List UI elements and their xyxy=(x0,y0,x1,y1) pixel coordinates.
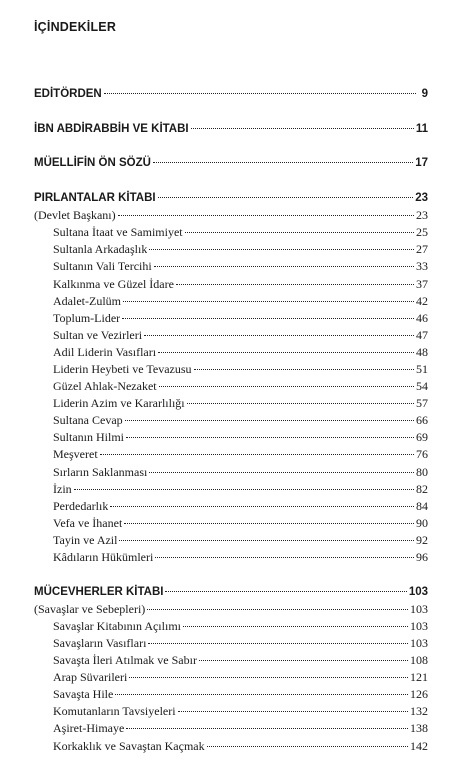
toc-entry[interactable] xyxy=(34,190,428,207)
dot-leader xyxy=(183,626,408,627)
toc-entry[interactable] xyxy=(34,549,428,566)
dot-leader xyxy=(110,506,414,507)
toc-entry[interactable] xyxy=(34,276,428,293)
toc-entry-page-number: 9 xyxy=(421,88,428,100)
toc-entry-page-number: 46 xyxy=(416,310,428,325)
toc-entry[interactable] xyxy=(34,344,428,361)
toc-entry-page-number: 23 xyxy=(416,208,428,223)
toc-entry[interactable] xyxy=(34,258,428,275)
toc-entry[interactable] xyxy=(34,361,428,378)
toc-entry-title: Perdedarlık xyxy=(53,498,109,513)
dot-leader xyxy=(115,694,408,695)
toc-entry-page-number: 92 xyxy=(416,532,428,547)
toc-entry-page-number: 103 xyxy=(410,618,428,633)
dot-leader xyxy=(123,301,414,302)
dot-leader xyxy=(147,609,408,610)
toc-entry[interactable] xyxy=(34,241,428,258)
toc-entry[interactable] xyxy=(34,669,428,686)
dot-leader xyxy=(153,162,413,163)
toc-entry-page-number: 42 xyxy=(416,293,428,308)
toc-entry-title: MÜELLİFİN ÖN SÖZÜ xyxy=(34,157,151,170)
dot-leader xyxy=(124,523,414,524)
dot-leader xyxy=(125,420,414,421)
toc-entry[interactable] xyxy=(34,155,428,172)
toc-entry-title: PIRLANTALAR KİTABI xyxy=(34,192,156,205)
toc-entry[interactable] xyxy=(34,618,428,635)
toc-entry-page-number: 66 xyxy=(416,413,428,428)
toc-entry-page-number: 17 xyxy=(415,157,428,170)
toc-entry-page-number: 23 xyxy=(415,192,428,205)
toc-entry-title: İzin xyxy=(53,481,72,496)
dot-leader xyxy=(129,677,408,678)
toc-entry-title: Savaşların Vasıfları xyxy=(53,636,147,650)
toc-entry-title: Sırların Saklanması xyxy=(53,464,148,479)
toc-entry-title: Sultanın Vali Tercihi xyxy=(53,259,152,274)
dot-leader xyxy=(122,318,414,319)
toc-entry[interactable] xyxy=(34,395,428,412)
toc-entry-page-number: 90 xyxy=(416,515,428,530)
toc-entry-page-number: 96 xyxy=(416,550,428,565)
table-of-contents xyxy=(34,86,428,755)
toc-entry[interactable] xyxy=(34,464,428,481)
toc-entry[interactable] xyxy=(34,703,428,720)
toc-entry-page-number: 27 xyxy=(416,242,428,257)
toc-entry[interactable] xyxy=(34,635,428,652)
toc-entry-title: Sultana İtaat ve Samimiyet xyxy=(53,225,183,240)
page-title: İÇİNDEKİLER xyxy=(34,20,117,34)
dot-leader xyxy=(74,489,414,490)
toc-entry-page-number: 54 xyxy=(416,379,428,394)
toc-entry-title: Vefa ve İhanet xyxy=(53,515,123,530)
toc-entry-page-number: 103 xyxy=(410,636,428,650)
toc-entry-title: Sultanla Arkadaşlık xyxy=(53,242,148,257)
dot-leader xyxy=(100,454,414,455)
toc-entry-title: Sultana Cevap xyxy=(53,413,123,428)
toc-entry-title: EDİTÖRDEN xyxy=(34,88,102,100)
dot-leader xyxy=(118,215,414,216)
toc-entry[interactable] xyxy=(34,327,428,344)
toc-entry-title: MÜCEVHERLER KİTABI xyxy=(34,585,164,598)
toc-entry[interactable] xyxy=(34,121,428,138)
toc-entry-page-number: 48 xyxy=(416,344,428,359)
toc-entry[interactable] xyxy=(34,652,428,669)
toc-entry[interactable] xyxy=(34,86,428,103)
toc-entry-title: İBN ABDİRABBİH VE KİTABI xyxy=(34,122,189,135)
toc-entry-page-number: 108 xyxy=(410,653,428,668)
dot-leader xyxy=(207,746,408,747)
toc-entry[interactable] xyxy=(34,293,428,310)
toc-entry-page-number: 47 xyxy=(416,327,428,342)
toc-entry[interactable] xyxy=(34,498,428,515)
toc-entry[interactable] xyxy=(34,720,428,737)
toc-entry[interactable] xyxy=(34,481,428,498)
toc-entry-title: Tayin ve Azil xyxy=(53,532,118,547)
toc-entry-page-number: 11 xyxy=(415,122,428,135)
toc-entry[interactable] xyxy=(34,738,428,755)
toc-entry-title: Güzel Ahlak-Nezaket xyxy=(53,379,157,394)
dot-leader xyxy=(199,660,408,661)
dot-leader xyxy=(165,591,406,592)
toc-entry-title: Savaşta Hile xyxy=(53,687,114,702)
dot-leader xyxy=(119,540,414,541)
dot-leader xyxy=(185,232,414,233)
toc-entry-title: Toplum-Lider xyxy=(53,310,121,325)
toc-entry-title: Kalkınma ve Güzel İdare xyxy=(53,276,174,291)
toc-entry-page-number: 82 xyxy=(416,481,428,496)
toc-entry-page-number: 25 xyxy=(416,225,428,240)
toc-entry-page-number: 37 xyxy=(416,276,428,291)
dot-leader xyxy=(178,711,408,712)
toc-entry[interactable] xyxy=(34,207,428,224)
dot-leader xyxy=(194,369,414,370)
dot-leader xyxy=(187,403,414,404)
toc-entry-page-number: 138 xyxy=(410,721,428,736)
dot-leader xyxy=(126,437,414,438)
toc-entry-title: Adalet-Zulüm xyxy=(53,293,121,308)
toc-entry-title: Liderin Azim ve Kararlılığı xyxy=(53,396,185,411)
toc-entry[interactable] xyxy=(34,532,428,549)
dot-leader xyxy=(144,335,414,336)
toc-entry-title: Kâdıların Hükümleri xyxy=(53,550,154,565)
toc-entry[interactable] xyxy=(34,224,428,241)
toc-entry[interactable] xyxy=(34,601,428,618)
dot-leader xyxy=(148,643,408,644)
dot-leader xyxy=(159,386,414,387)
toc-entry-title: Liderin Heybeti ve Tevazusu xyxy=(53,362,192,376)
toc-entry-page-number: 80 xyxy=(416,464,428,479)
section-spacer xyxy=(34,138,428,156)
section-spacer xyxy=(34,566,428,584)
dot-leader xyxy=(149,472,414,473)
dot-leader xyxy=(176,284,414,285)
toc-entry-title: Savaşlar Kitabının Açılımı xyxy=(53,618,181,633)
toc-entry-title: Savaşta İleri Atılmak ve Sabır xyxy=(53,653,197,668)
toc-entry-page-number: 57 xyxy=(416,396,428,411)
dot-leader xyxy=(104,93,416,94)
toc-entry-page-number: 103 xyxy=(410,601,428,616)
dot-leader xyxy=(126,728,408,729)
toc-entry[interactable] xyxy=(34,378,428,395)
toc-entry[interactable] xyxy=(34,412,428,429)
toc-entry-page-number: 103 xyxy=(408,585,428,598)
dot-leader xyxy=(155,557,414,558)
toc-entry[interactable] xyxy=(34,686,428,703)
toc-entry-title: Adil Liderin Vasıfları xyxy=(53,344,157,359)
toc-entry-title: Arap Süvarileri xyxy=(53,670,128,685)
dot-leader xyxy=(191,128,414,129)
toc-entry-page-number: 126 xyxy=(410,687,428,702)
toc-entry-title: Meşveret xyxy=(53,447,98,462)
toc-entry-page-number: 69 xyxy=(416,430,428,445)
toc-entry-page-number: 76 xyxy=(416,447,428,462)
section-spacer xyxy=(34,172,428,190)
dot-leader xyxy=(149,249,414,250)
toc-entry[interactable] xyxy=(34,429,428,446)
toc-entry-title: Sultan ve Vezirleri xyxy=(53,327,143,342)
dot-leader xyxy=(158,352,414,353)
toc-entry-title: Korkaklık ve Savaştan Kaçmak xyxy=(53,738,205,753)
toc-entry-title: Sultanın Hilmi xyxy=(53,430,125,445)
toc-entry-title: (Devlet Başkanı) xyxy=(34,208,116,223)
section-spacer xyxy=(34,103,428,121)
dot-leader xyxy=(154,266,414,267)
toc-entry[interactable] xyxy=(34,515,428,532)
toc-entry-page-number: 132 xyxy=(410,704,428,719)
toc-entry[interactable] xyxy=(34,584,428,601)
toc-entry-page-number: 51 xyxy=(416,362,428,376)
toc-entry-page-number: 33 xyxy=(416,259,428,274)
toc-entry-title: (Savaşlar ve Sebepleri) xyxy=(34,601,146,616)
toc-entry-page-number: 121 xyxy=(410,670,428,685)
toc-entry-page-number: 142 xyxy=(410,738,428,753)
toc-entry-page-number: 84 xyxy=(416,498,428,513)
toc-entry-title: Komutanların Tavsiyeleri xyxy=(53,704,176,719)
toc-entry-title: Aşiret-Himaye xyxy=(53,721,125,736)
toc-entry[interactable] xyxy=(34,446,428,463)
toc-entry[interactable] xyxy=(34,310,428,327)
dot-leader xyxy=(158,197,414,198)
